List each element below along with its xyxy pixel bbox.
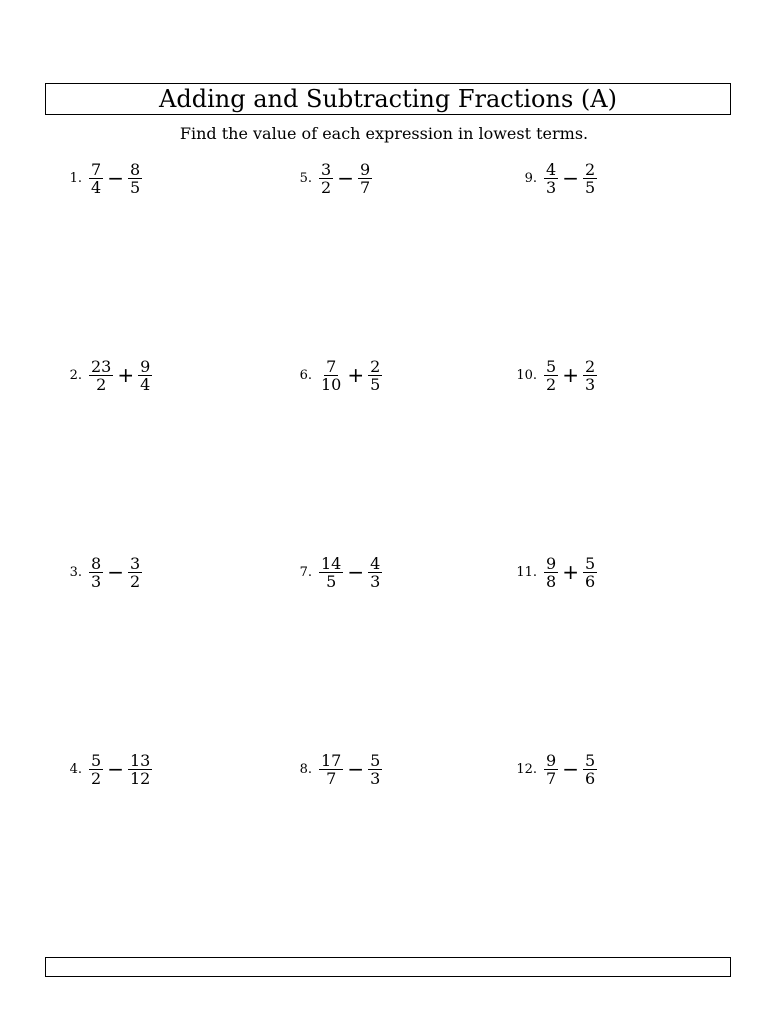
denominator: 2	[129, 571, 141, 591]
denominator: 3	[584, 374, 596, 394]
operator: −	[107, 757, 124, 781]
numerator: 4	[546, 159, 557, 179]
denominator: 2	[546, 374, 557, 394]
fraction-second	[138, 358, 152, 393]
problem-number: 5.	[299, 170, 312, 186]
numerator: 23	[91, 356, 112, 376]
fraction-first	[319, 752, 343, 787]
numerator: 4	[370, 553, 381, 573]
operator: +	[117, 363, 135, 387]
fraction-first	[544, 555, 558, 590]
fraction-second	[368, 752, 382, 787]
fraction-first	[89, 358, 113, 393]
fraction-first	[544, 752, 558, 787]
fraction-second	[368, 358, 382, 393]
denominator: 7	[359, 177, 371, 197]
operator: +	[562, 363, 579, 387]
title-box	[45, 83, 731, 115]
numerator: 7	[91, 159, 102, 179]
denominator: 4	[140, 374, 151, 394]
fraction-second	[583, 555, 597, 590]
operator: +	[562, 560, 579, 584]
denominator: 3	[370, 768, 381, 788]
numerator: 14	[321, 553, 342, 573]
numerator: 5	[584, 553, 596, 573]
problem-2	[60, 355, 153, 395]
numerator: 9	[359, 159, 371, 179]
numerator: 2	[584, 159, 596, 179]
numerator: 5	[584, 750, 596, 770]
denominator: 4	[91, 177, 102, 197]
instructions: Find the value of each expression in lowest terms.	[179, 124, 589, 143]
problem-4	[60, 749, 153, 789]
problem-number: 8.	[299, 761, 312, 777]
problem-number: 6.	[299, 367, 312, 383]
denominator: 6	[584, 768, 596, 788]
numerator: 7	[326, 356, 337, 376]
numerator: 8	[91, 553, 102, 573]
problem-1	[60, 158, 143, 198]
problem-12	[515, 749, 598, 789]
denominator: 2	[96, 374, 107, 394]
fraction-first	[544, 358, 558, 393]
problem-number: 7.	[299, 564, 312, 580]
problem-5	[290, 158, 373, 198]
denominator: 10	[321, 374, 342, 394]
numerator: 3	[129, 553, 141, 573]
operator: −	[107, 560, 124, 584]
problem-number: 2.	[69, 367, 82, 383]
numerator: 9	[140, 356, 151, 376]
operator: −	[107, 166, 124, 190]
numerator: 2	[584, 356, 596, 376]
problem-number: 11.	[516, 564, 537, 580]
fraction-second	[128, 555, 142, 590]
operator: −	[347, 560, 365, 584]
numerator: 5	[370, 750, 381, 770]
numerator: 9	[546, 750, 557, 770]
numerator: 2	[370, 356, 381, 376]
operator: −	[337, 166, 354, 190]
denominator: 7	[546, 768, 557, 788]
problem-number: 4.	[69, 761, 82, 777]
fraction-first	[544, 161, 558, 196]
numerator: 17	[321, 750, 342, 770]
denominator: 3	[370, 571, 381, 591]
problem-number: 9.	[524, 170, 537, 186]
fraction-second	[128, 161, 142, 196]
numerator: 5	[546, 356, 557, 376]
denominator: 5	[370, 374, 381, 394]
denominator: 3	[546, 177, 557, 197]
fraction-first	[319, 358, 343, 393]
problem-10	[515, 355, 598, 395]
fraction-first	[319, 161, 333, 196]
fraction-first	[319, 555, 343, 590]
problem-8	[290, 749, 383, 789]
problem-9	[515, 158, 598, 198]
denominator: 7	[326, 768, 337, 788]
problem-number: 1.	[69, 170, 82, 186]
fraction-second	[358, 161, 372, 196]
footer-box	[45, 957, 731, 977]
denominator: 5	[326, 571, 337, 591]
fraction-second	[368, 555, 382, 590]
fraction-first	[89, 161, 103, 196]
fraction-second	[583, 161, 597, 196]
denominator: 8	[546, 571, 557, 591]
numerator: 9	[546, 553, 557, 573]
denominator: 6	[584, 571, 596, 591]
worksheet-title: Adding and Subtracting Fractions (A)	[159, 85, 617, 113]
denominator: 2	[321, 177, 332, 197]
numerator: 3	[321, 159, 332, 179]
numerator: 5	[91, 750, 102, 770]
denominator: 12	[129, 768, 151, 788]
denominator: 2	[91, 768, 102, 788]
fraction-second	[128, 752, 152, 787]
fraction-second	[583, 358, 597, 393]
problem-7	[290, 552, 383, 592]
problem-number: 12.	[516, 761, 537, 777]
denominator: 3	[91, 571, 102, 591]
denominator: 5	[129, 177, 141, 197]
operator: +	[347, 363, 365, 387]
fraction-first	[89, 752, 103, 787]
problem-number: 3.	[69, 564, 82, 580]
problem-3	[60, 552, 143, 592]
fraction-first	[89, 555, 103, 590]
problem-6	[290, 355, 383, 395]
numerator: 13	[129, 750, 151, 770]
problem-11	[515, 552, 598, 592]
numerator: 8	[129, 159, 141, 179]
operator: −	[562, 166, 579, 190]
operator: −	[562, 757, 579, 781]
denominator: 5	[584, 177, 596, 197]
fraction-second	[583, 752, 597, 787]
operator: −	[347, 757, 365, 781]
problem-number: 10.	[516, 367, 537, 383]
